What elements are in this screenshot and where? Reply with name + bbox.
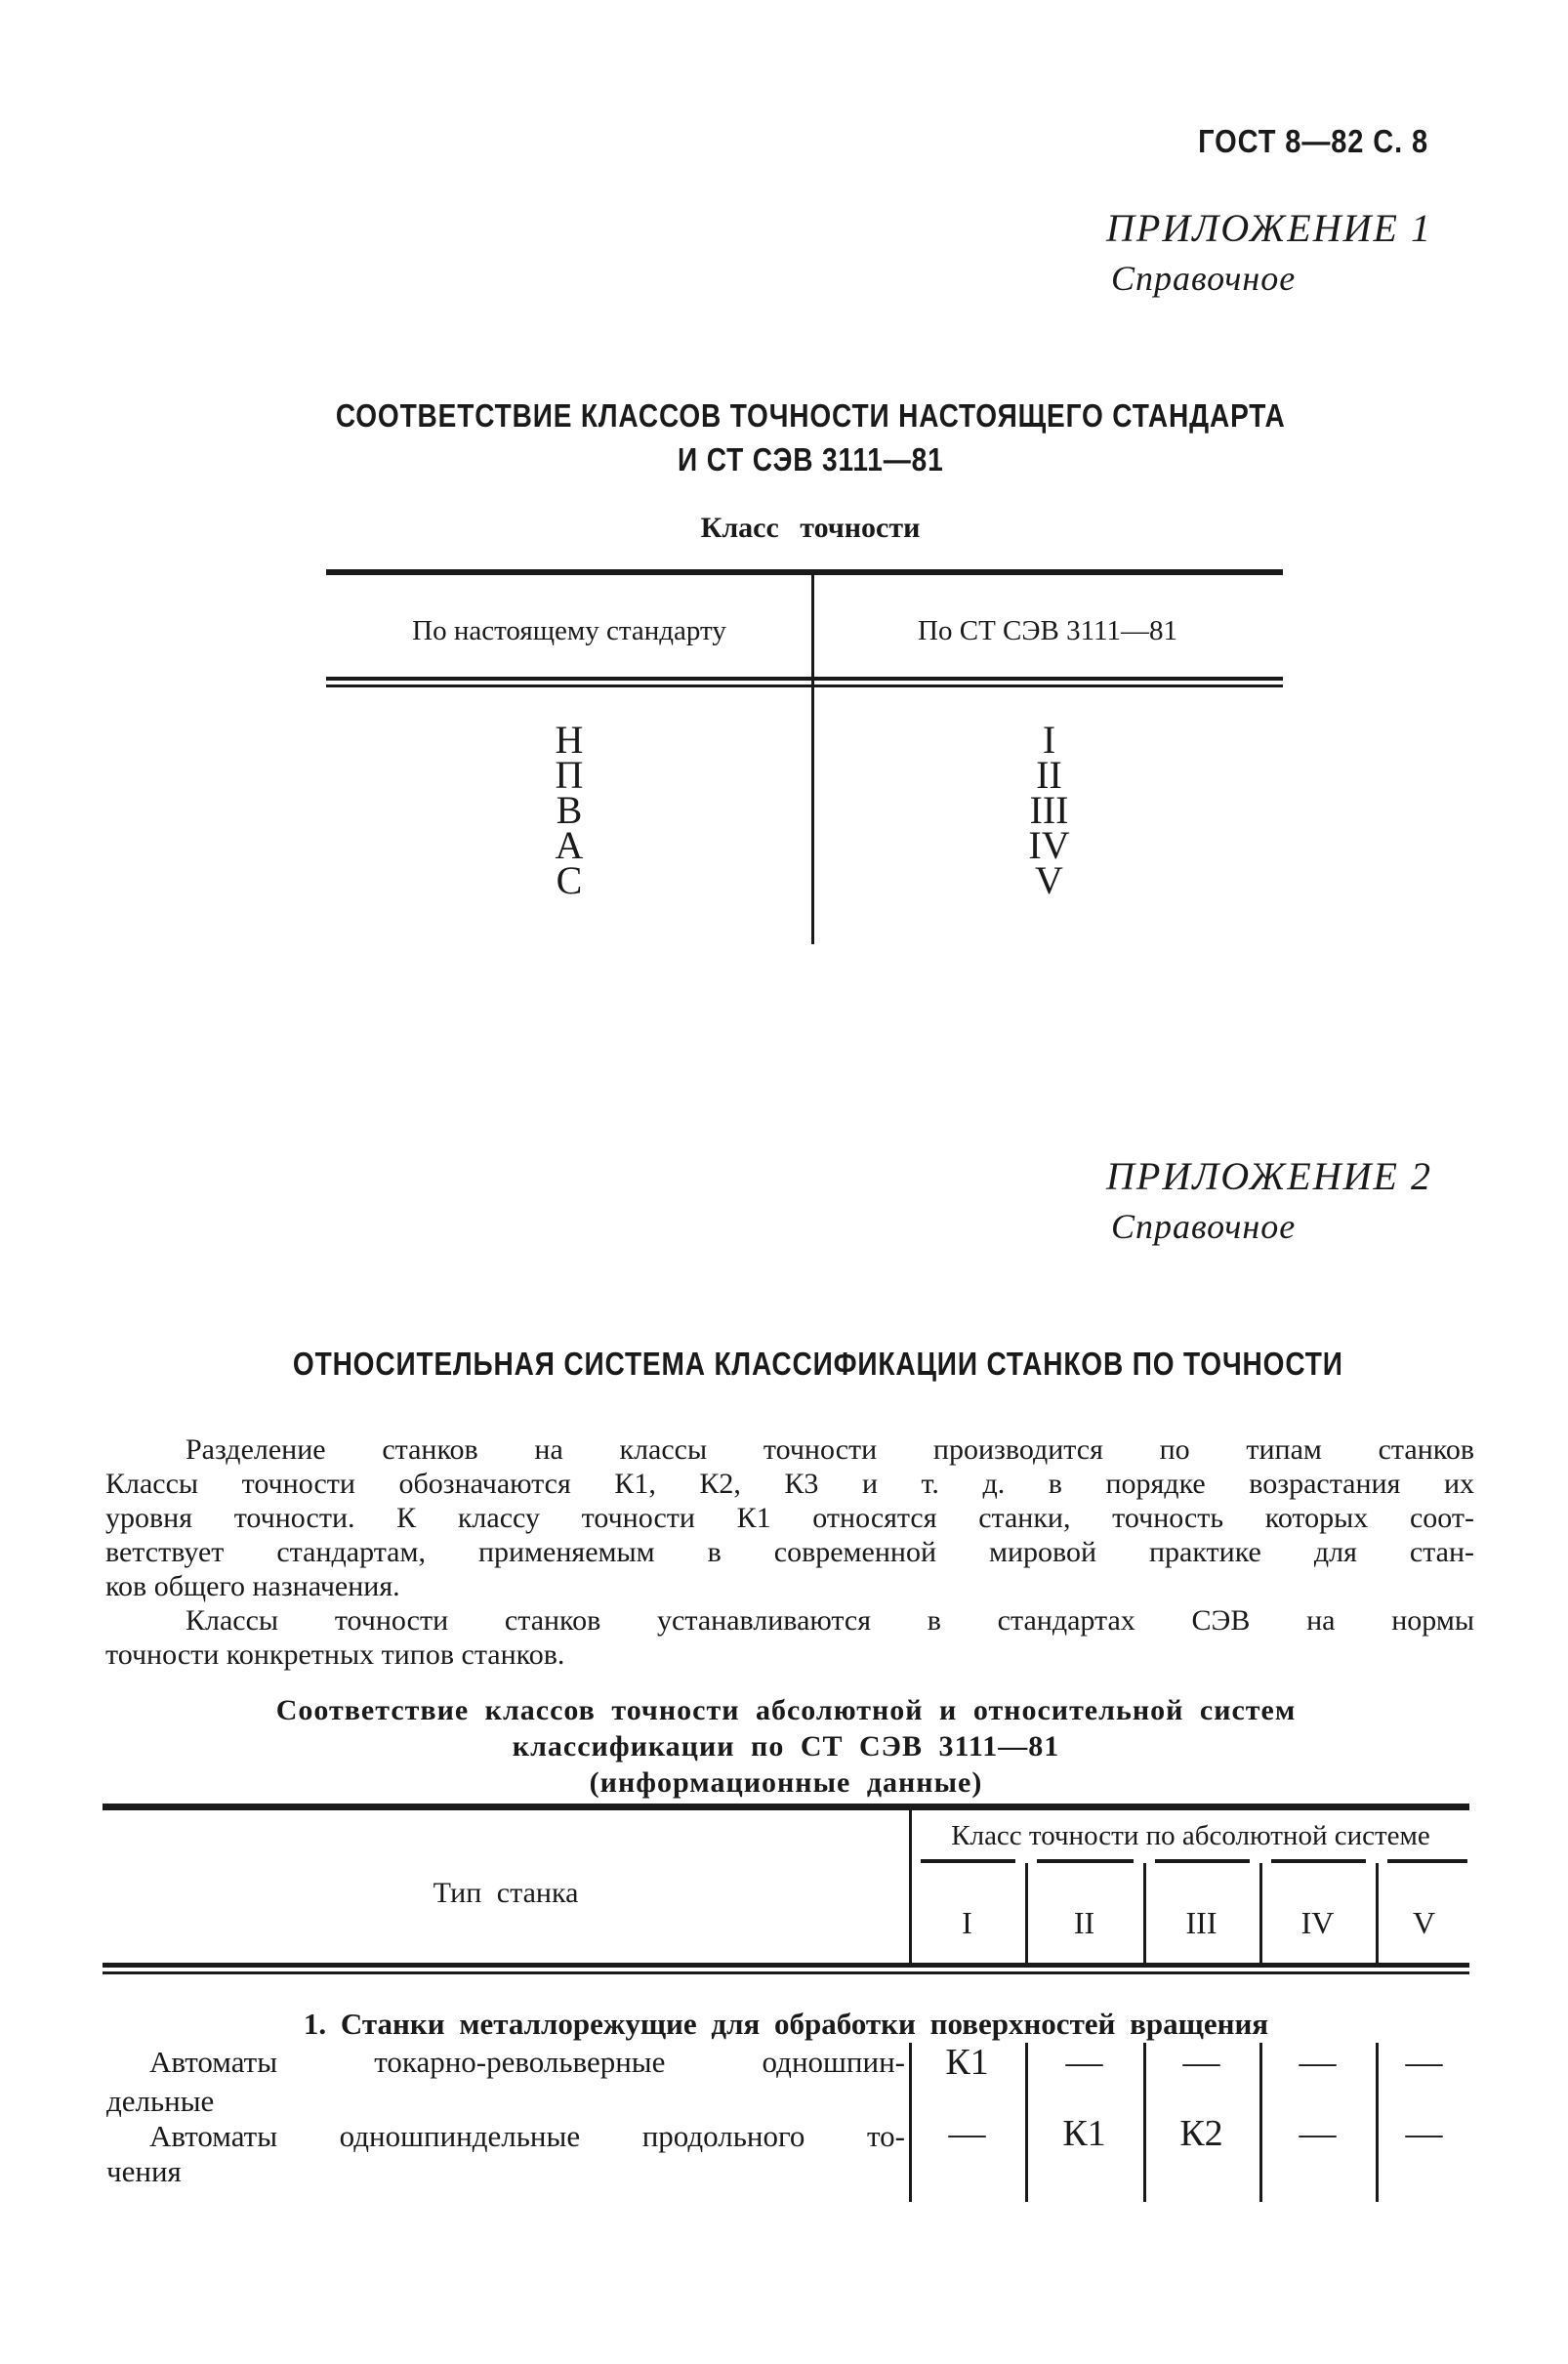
para-line: ков общего назначения. <box>105 1570 400 1602</box>
table1-caption: Класс точности <box>700 512 921 544</box>
table2-seg-rule <box>921 1859 1015 1863</box>
appendix2-title: ОТНОСИТЕЛЬНАЯ СИСТЕМА КЛАССИФИКАЦИИ СТАНКОВ ПО ТОЧНОСТИ <box>293 1346 1343 1382</box>
appendix1-title-line2: И СТ СЭВ 3111—81 <box>677 441 944 477</box>
para-line: Классы точности обозначаются К1, К2, К3 и т. д. в порядке возрастания их <box>105 1468 1474 1500</box>
appendix2-paragraphs <box>105 1432 1474 1672</box>
table1 <box>326 569 1283 950</box>
table2-seg-rule <box>1037 1859 1134 1863</box>
table1-cell: II <box>1036 753 1062 797</box>
table2-cell: К1 <box>945 2042 989 2083</box>
appendix1-title-line1: СООТВЕТСТВИЕ КЛАССОВ ТОЧНОСТИ НАСТОЯЩЕГО СТАНДАРТА <box>335 397 1286 434</box>
page-header: ГОСТ 8—82 С. 8 <box>1198 123 1428 159</box>
table2-cell: — <box>1299 2042 1337 2083</box>
appendix2-subtitle: Справочное <box>1111 1207 1297 1246</box>
table2-section-heading: 1. Станки металлорежущие для обработки поверхностей вращения <box>303 2007 1269 2041</box>
table2-cell: — <box>1182 2042 1220 2083</box>
table2-class-header: I <box>962 1905 972 1940</box>
table1-col1-values <box>326 718 812 902</box>
table2-data-zone <box>103 2043 1469 2204</box>
appendix1-subtitle: Справочное <box>1111 259 1297 298</box>
table2-span-header: Класс точности по абсолютной системе <box>951 1819 1430 1851</box>
table2-header-double-rule <box>103 1963 1469 1974</box>
table1-header-row <box>326 575 1283 677</box>
appendix1-label: ПРИЛОЖЕНИЕ 1 <box>1106 206 1432 250</box>
table2-row-label: чения <box>106 2154 182 2188</box>
table2-row-label: Автоматы одношпиндельные продольного то- <box>149 2119 905 2153</box>
table1-col2-values <box>815 718 1283 902</box>
table2-caption-line: (информационные данные) <box>589 1766 983 1799</box>
table1-col2-header: По СТ СЭВ 3111—81 <box>918 614 1177 646</box>
table2-type-header: Тип станка <box>433 1877 579 1909</box>
table1-col1-header: По настоящему стандарту <box>412 614 726 646</box>
table2-cell: — <box>1405 2042 1443 2083</box>
table2-seg-rule <box>1271 1859 1366 1863</box>
table2-class-header: II <box>1073 1905 1095 1940</box>
para-line: Классы точности станков устанавливаются в стандартах СЭВ на нормы <box>186 1604 1474 1637</box>
table2-caption-line: классификации по СТ СЭВ 3111—81 <box>512 1730 1060 1763</box>
para-line: уровня точности. К классу точности К1 относятся станки, точность которых соот- <box>105 1502 1474 1534</box>
table1-cell: III <box>1029 788 1069 832</box>
table2-cell: — <box>1065 2042 1103 2083</box>
table2-cell: К2 <box>1179 2113 1223 2154</box>
table2-caption <box>103 1692 1469 1801</box>
table1-header-double-rule <box>326 677 1283 687</box>
table2-row-label: дельные <box>106 2084 215 2118</box>
table1-cell: Н <box>555 718 584 762</box>
table2-cell: — <box>1405 2113 1443 2154</box>
table2-class-header: IV <box>1300 1905 1335 1940</box>
table1-cell: П <box>555 753 584 797</box>
table2-caption-line: Соответствие классов точности абсолютной и относительной систем <box>275 1694 1297 1726</box>
para-line: ветствует стандартам, применяемым в современной мировой практике для стан- <box>105 1536 1474 1568</box>
table2-seg-rule <box>1387 1859 1467 1863</box>
para-line: Разделение станков на классы точности производится по типам станков <box>186 1433 1474 1466</box>
para-line: точности конкретных типов станков. <box>105 1638 565 1671</box>
table2 <box>103 1804 1469 2204</box>
table2-row-label: Автоматы токарно-револьверные одношпин- <box>149 2045 905 2079</box>
table1-cell: В <box>556 788 583 832</box>
table2-class-header: III <box>1185 1905 1217 1940</box>
table2-cell: — <box>948 2113 986 2154</box>
table2-cell: — <box>1299 2113 1337 2154</box>
table1-cell: I <box>1042 718 1056 762</box>
table2-seg-rule <box>1155 1859 1250 1863</box>
table1-cell: А <box>555 823 584 867</box>
appendix2-label: ПРИЛОЖЕНИЕ 2 <box>1106 1154 1432 1198</box>
table1-cell: С <box>556 858 583 902</box>
table2-top-rule <box>103 1804 1469 1810</box>
table2-cell: К1 <box>1062 2113 1106 2154</box>
table2-class-header: V <box>1412 1905 1436 1940</box>
table1-cell: V <box>1035 858 1063 902</box>
table1-cell: IV <box>1028 823 1070 867</box>
